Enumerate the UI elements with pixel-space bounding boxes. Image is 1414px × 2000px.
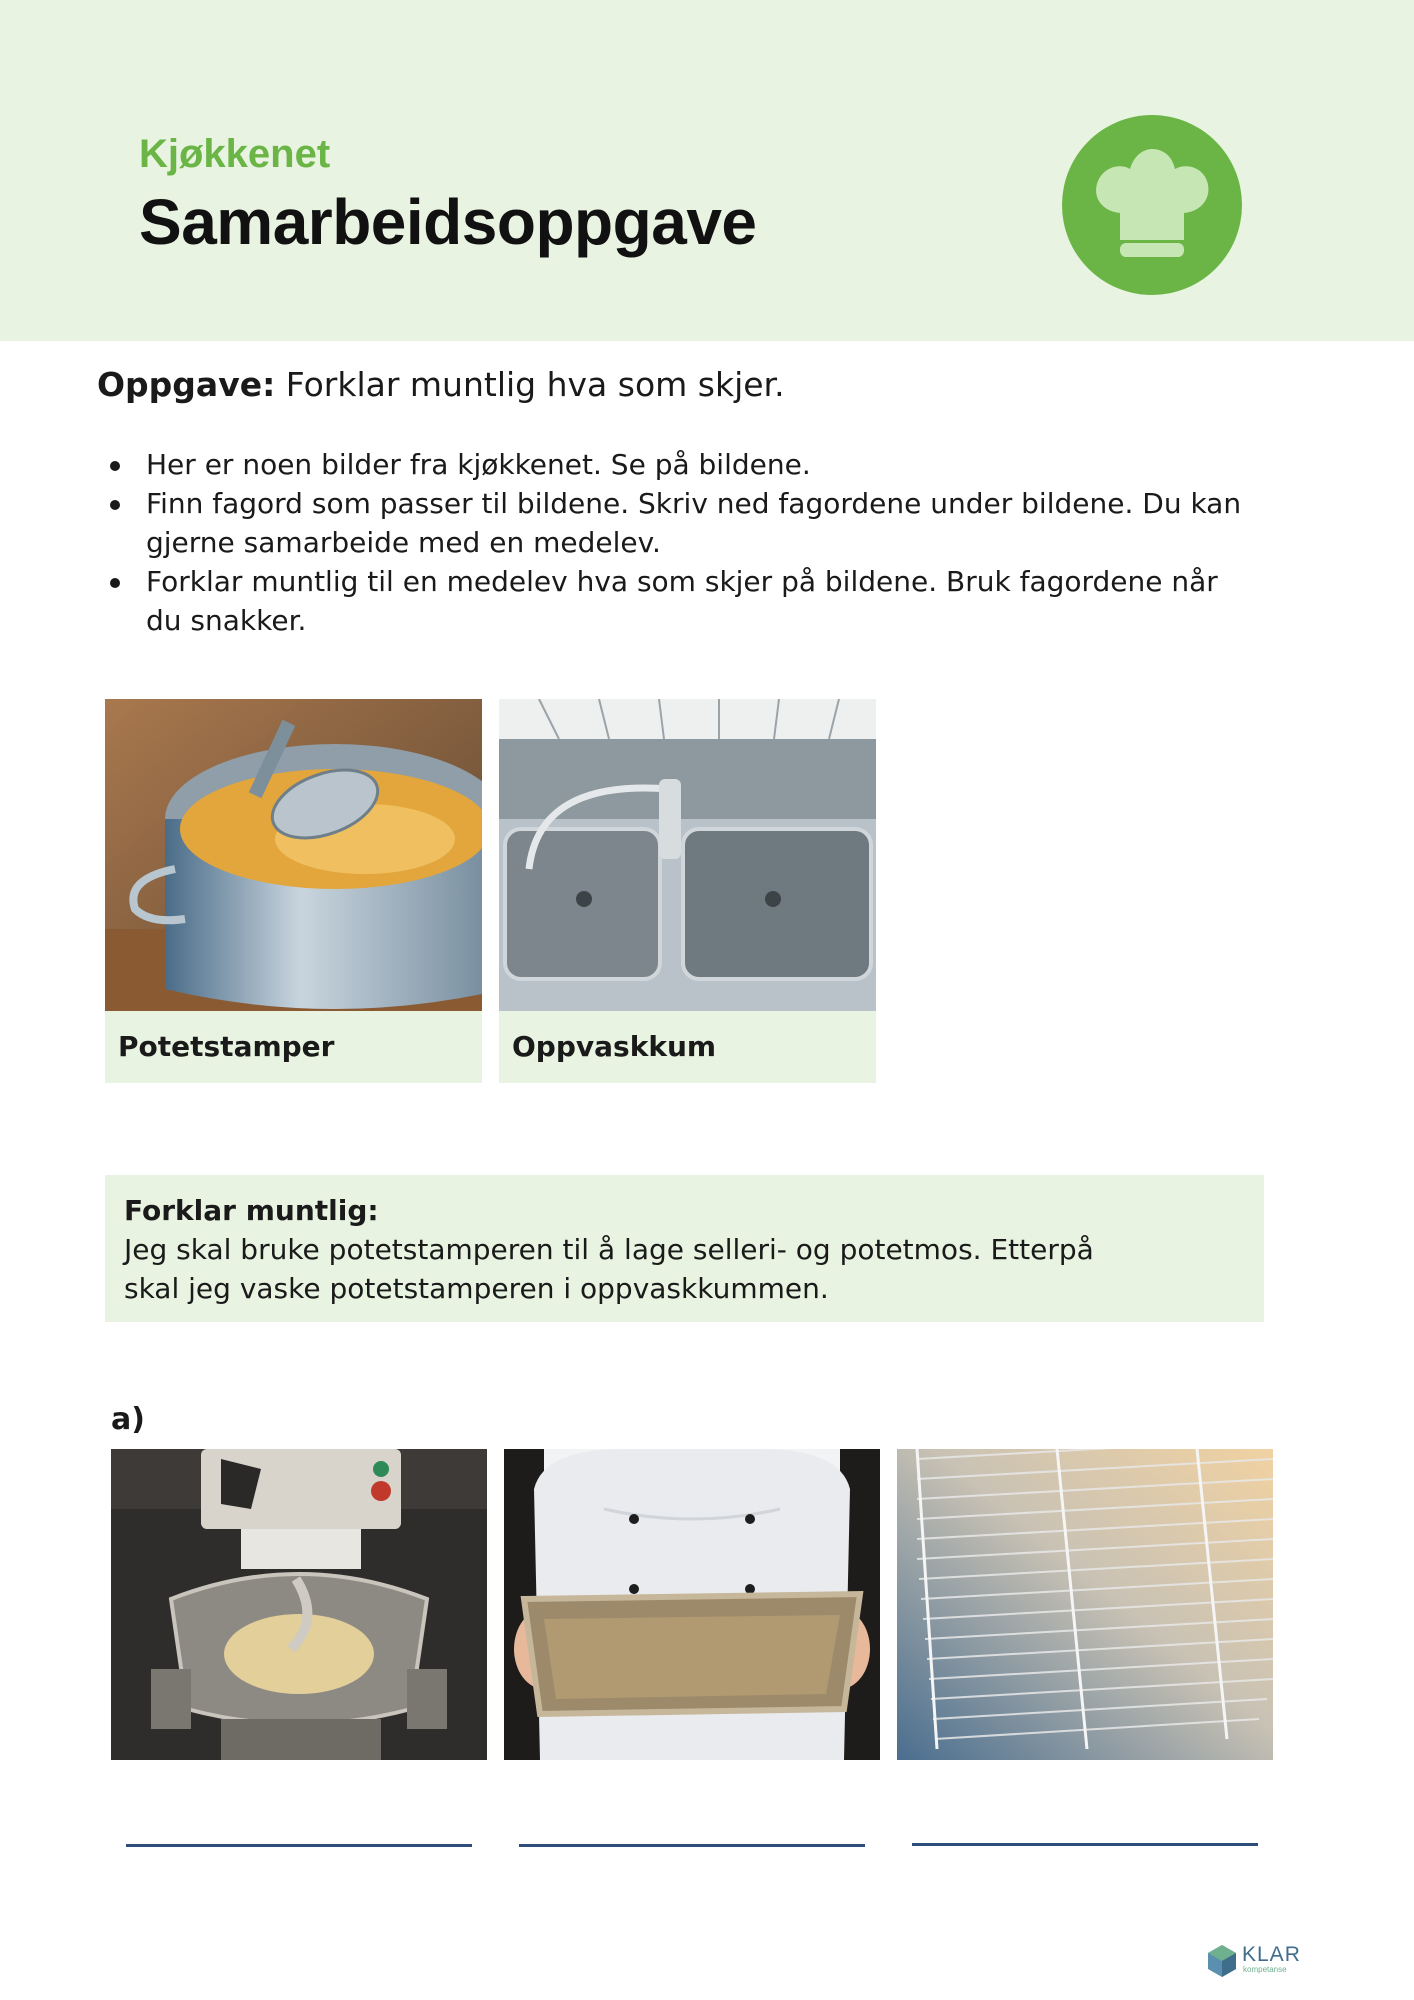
explanation-heading: Forklar muntlig:: [124, 1194, 379, 1227]
hexagon-logo-icon: [1208, 1945, 1236, 1977]
logo-text: KLAR: [1242, 1943, 1301, 1966]
instruction-item: Forklar muntlig til en medelev hva som skjer på bildene. Bruk fagordene når du snakker.: [97, 562, 1257, 640]
page-title: Samarbeidsoppgave: [139, 186, 757, 258]
logo-subtext: kompetanse: [1243, 1965, 1287, 1974]
exercise-label: a): [111, 1402, 145, 1437]
explanation-box: [105, 1175, 1264, 1322]
task-text: Forklar muntlig hva som skjer.: [285, 365, 785, 404]
explanation-text: Jeg skal bruke potetstamperen til å lage selleri- og potetmos. Etterpå skal jeg vaske potetstamperen i oppvaskkummen.: [124, 1233, 1094, 1305]
stand-mixer-photo: [111, 1449, 487, 1760]
task-label: Oppgave:: [97, 365, 276, 404]
instruction-item: Finn fagord som passer til bildene. Skriv ned fagordene under bildene. Du kan gjerne samarbeide med en medelev.: [97, 484, 1257, 562]
cooling-rack-photo: [897, 1449, 1273, 1760]
answer-line[interactable]: [126, 1844, 472, 1847]
instruction-item: Her er noen bilder fra kjøkkenet. Se på bildene.: [97, 445, 1257, 484]
caption-sink: Oppvaskkum: [499, 1011, 876, 1083]
potato-masher-photo: [105, 699, 482, 1011]
section-kicker: Kjøkkenet: [139, 132, 331, 176]
loaf-pan-photo: [504, 1449, 880, 1760]
header-banner: [0, 0, 1414, 341]
caption-potato-masher: Potetstamper: [105, 1011, 482, 1083]
task-line: [97, 365, 785, 404]
instruction-list: [97, 445, 1257, 640]
answer-line[interactable]: [519, 1844, 865, 1847]
sink-photo: [499, 699, 876, 1011]
answer-line[interactable]: [912, 1843, 1258, 1846]
chef-hat-icon: [1062, 115, 1242, 295]
